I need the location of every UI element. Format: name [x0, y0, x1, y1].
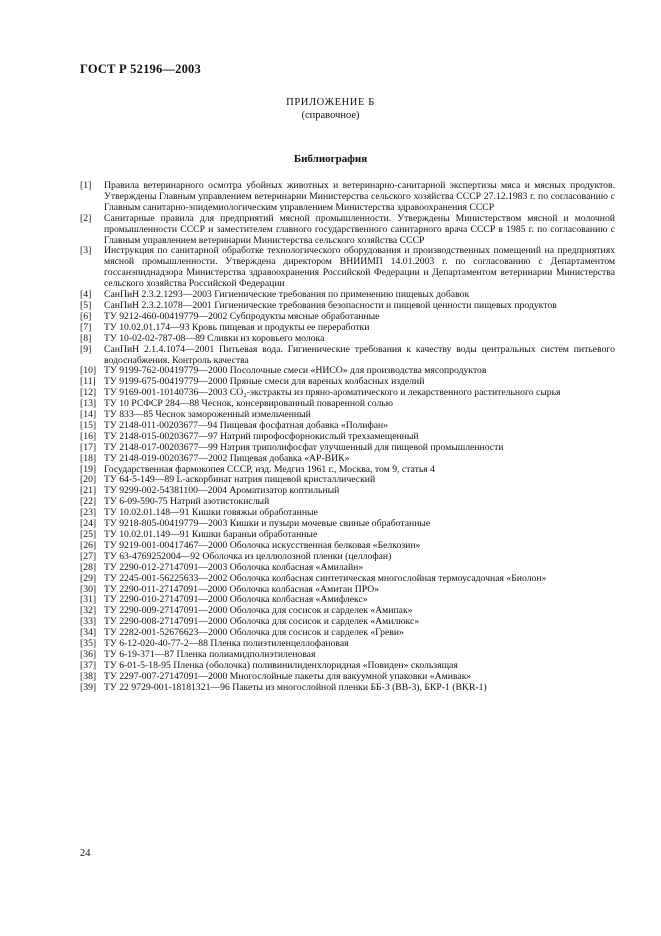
entry-text: ТУ 833—85 Чеснок замороженный измельченный — [104, 409, 311, 421]
entry-text: СанПиН 2.3.2.1078—2001 Гигиенические требования безопасности и пищевой ценности пищевых продуктов — [104, 299, 557, 311]
entry-text: ТУ 2290-009-27147091—2000 Оболочка для сосисок и сарделек «Амипак» — [104, 605, 413, 617]
entry-number: [25] — [80, 529, 97, 540]
bibliography-entry — [80, 246, 615, 290]
appendix-header — [0, 96, 661, 122]
entry-text: ТУ 2290-010-27147091—2000 Оболочка колбасная «Амифлекс» — [104, 594, 368, 606]
entry-text: ТУ 2290-011-27147091—2000 Оболочка колбасная «Амитан ПРО» — [104, 583, 380, 595]
entry-number: [36] — [80, 648, 97, 660]
entry-number: [22] — [80, 496, 97, 508]
entry-text: ТУ 6-19-371—87 Пленка полиамидполиэтиленовая — [104, 648, 316, 660]
entry-text: ТУ 2148-017-00203677—99 Натрия триполифосфат улучшенный для пищевой промышленности — [104, 441, 504, 453]
entry-number: [27] — [80, 550, 97, 562]
entry-number: [9] — [80, 343, 92, 355]
entry-number: [7] — [80, 321, 92, 333]
entry-number: [39] — [80, 681, 97, 693]
entry-number: [16] — [80, 430, 97, 442]
entry-text: ТУ 9199-762-00419779—2000 Посолочные смеси «НИСО» для производства мясопродуктов — [104, 365, 487, 377]
entry-text: ТУ 6-12-020-40-77-2—88 Пленка полиэтиленцеллофановая — [104, 638, 349, 650]
entry-text: ТУ 2282-001-52676623—2000 Оболочка для сосисок и сарделек «Греви» — [104, 627, 404, 639]
entry-number: [4] — [80, 289, 92, 301]
entry-text: ТУ 64-5-149—89 L-аскорбинат натрия пищевой кристаллический — [104, 474, 376, 486]
entry-number: [28] — [80, 561, 97, 573]
entry-text: ТУ 9218-805-00419779—2003 Кишки и пузыри мочевые свиные обработанные — [104, 518, 431, 530]
entry-text: ТУ 10 РСФСР 284—88 Чеснок, консервированный поваренной солью — [104, 398, 393, 410]
appendix-title: ПРИЛОЖЕНИЕ Б — [286, 97, 375, 108]
entry-number: [5] — [80, 299, 92, 311]
entry-text: ТУ 10.02.01.148—91 Кишки говяжьи обработанные — [104, 507, 318, 519]
entry-text: ТУ 6-09-590-75 Натрий азотистокислый — [104, 496, 270, 508]
entry-text: Правила ветеринарного осмотра убойных животных и ветеринарно-санитарной экспертизы мяса и мясных продуктов. Утверждены Главным управлением ветеринарии Министерства сельского хозяйства СССР 27.12.1983 г. по согласованию с Главным санитарно-эпидемиологическим управлением Министерства здравоохранения СССР — [104, 180, 615, 213]
entry-number: [37] — [80, 659, 97, 671]
entry-text: ТУ 2148-011-00203677—94 Пищевая фосфатная добавка «Полифан» — [104, 419, 389, 431]
bibliography-entry — [80, 214, 615, 247]
entry-number: [13] — [80, 398, 97, 410]
entry-number: [20] — [80, 474, 97, 486]
entry-number: [26] — [80, 539, 97, 551]
bibliography-entry — [80, 683, 615, 694]
entry-text: Инструкция по санитарной обработке технологического оборудования и производственных помещений на предприятиях мясной промышленности. Утверждена директором ВНИИМП 14.01.2003 г. по согласованию с Департаментом госсанэпиднадзора Министерства здравоохранения Российской Федерации и Департаментом ветеринарии Министерства сельского хозяйства Российской Федерации — [104, 245, 615, 290]
entry-text: ТУ 63-4769252004—92 Оболочка из целлюлозной пленки (целлофан) — [104, 550, 392, 562]
entry-text: ТУ 9299-002-54381100—2004 Ароматизатор коптильный — [104, 485, 340, 497]
bibliography-entry — [80, 181, 615, 214]
entry-number: [29] — [80, 572, 97, 584]
bibliography-entry — [80, 563, 615, 574]
entry-number: [10] — [80, 365, 97, 377]
entry-number: [12] — [80, 387, 97, 399]
entry-text: ТУ 6-01-5-18-95 Пленка (оболочка) поливинилиденхлоридная «Повиден» скользящая — [104, 659, 458, 671]
entry-text: ТУ 2245-001-56225633—2002 Оболочка колбасная синтетическая многослойная термоусадочная «Биолон» — [104, 572, 547, 584]
entry-number: [6] — [80, 310, 92, 322]
entry-number: [2] — [80, 212, 92, 224]
entry-text: ТУ 2148-019-00203677—2002 Пищевая добавка «АР-ВИК» — [104, 452, 350, 464]
entry-number: [8] — [80, 332, 92, 344]
entry-number: [31] — [80, 594, 97, 606]
entry-text: ТУ 2290-008-27147091—2000 Оболочка для сосисок и сарделек «Амилюкс» — [104, 616, 420, 628]
entry-text: ТУ 2290-012-27147091—2003 Оболочка колбасная «Амилайн» — [104, 561, 364, 573]
entry-text: ТУ 2297-007-27147091—2000 Многослойные пакеты для вакуумной упаковки «Амивак» — [104, 670, 472, 682]
entry-text: ТУ 22 9729-001-18181321—96 Пакеты из многослойной пленки ББ-3 (ВВ-3), БКР-1 (BKR-1) — [104, 681, 487, 693]
entry-number: [30] — [80, 583, 97, 595]
entry-text: ТУ 9169-001-10140736—2003 CO₂-экстракты из пряно-ароматического и лекарственного растительного сырья — [104, 387, 561, 399]
entry-text: ТУ 9199-675-00419779—2000 Пряные смеси для вареных колбасных изделий — [104, 376, 425, 388]
standard-designation: ГОСТ Р 52196—2003 — [80, 62, 201, 76]
entry-text: Государственная фармокопея СССР, изд. Медгиз 1961 г., Москва, том 9, статья 4 — [104, 463, 435, 475]
entry-number: [3] — [80, 245, 92, 257]
entry-text: СанПиН 2.1.4.1074—2001 Питьевая вода. Гигиенические требования к качеству воды центральных систем питьевого водоснабжения. Контроль качества — [104, 343, 615, 366]
entry-number: [23] — [80, 507, 97, 519]
entry-number: [35] — [80, 638, 97, 650]
bibliography-entry — [80, 334, 615, 345]
entry-text: СанПиН 2.3.2.1293—2003 Гигиенические требования по применению пищевых добавок — [104, 289, 470, 301]
entry-number: [18] — [80, 452, 97, 464]
page-number: 24 — [80, 848, 91, 859]
bibliography-entry — [80, 345, 615, 367]
entry-number: [33] — [80, 616, 97, 628]
appendix-subtitle: (справочное) — [301, 110, 360, 121]
entry-number: [21] — [80, 485, 97, 497]
entry-number: [14] — [80, 409, 97, 421]
entry-number: [17] — [80, 441, 97, 453]
entry-number: [24] — [80, 518, 97, 530]
bibliography-list — [80, 181, 615, 694]
entry-text: ТУ 9212-460-00419779—2002 Субпродукты мясные обработанные — [104, 310, 380, 322]
entry-text: ТУ 10.02.01.174—93 Кровь пищевая и продукты ее переработки — [104, 321, 370, 333]
entry-text: ТУ 10-02-02-787-08—89 Сливки из коровьего молока — [104, 332, 325, 344]
entry-number: [11] — [80, 376, 96, 388]
bibliography-heading: Библиография — [293, 153, 368, 165]
bibliography-entry — [80, 574, 615, 585]
entry-text: ТУ 10.02.01.149—91 Кишки бараньи обработанные — [104, 529, 318, 540]
entry-number: [38] — [80, 670, 97, 682]
entry-text: ТУ 2148-015-00203677—97 Натрий пирофосфорнокислый трехзамещенный — [104, 430, 419, 442]
entry-number: [32] — [80, 605, 97, 617]
entry-number: [15] — [80, 419, 97, 431]
entry-number: [1] — [80, 180, 92, 191]
entry-text: Санитарные правила для предприятий мясной промышленности. Утверждены Министерством мясной и молочной промышленности СССР и заместителем главного государственного санитарного врача СССР в 1985 г. по согласованию с Главным управлением ветеринарии Министерства сельского хозяйства СССР — [104, 212, 615, 246]
entry-number: [34] — [80, 627, 97, 639]
bibliography-entry — [80, 454, 615, 465]
entry-text: ТУ 9219-001-00417467—2000 Оболочка искусственная белковая «Белкозин» — [104, 539, 421, 551]
entry-number: [19] — [80, 463, 97, 475]
